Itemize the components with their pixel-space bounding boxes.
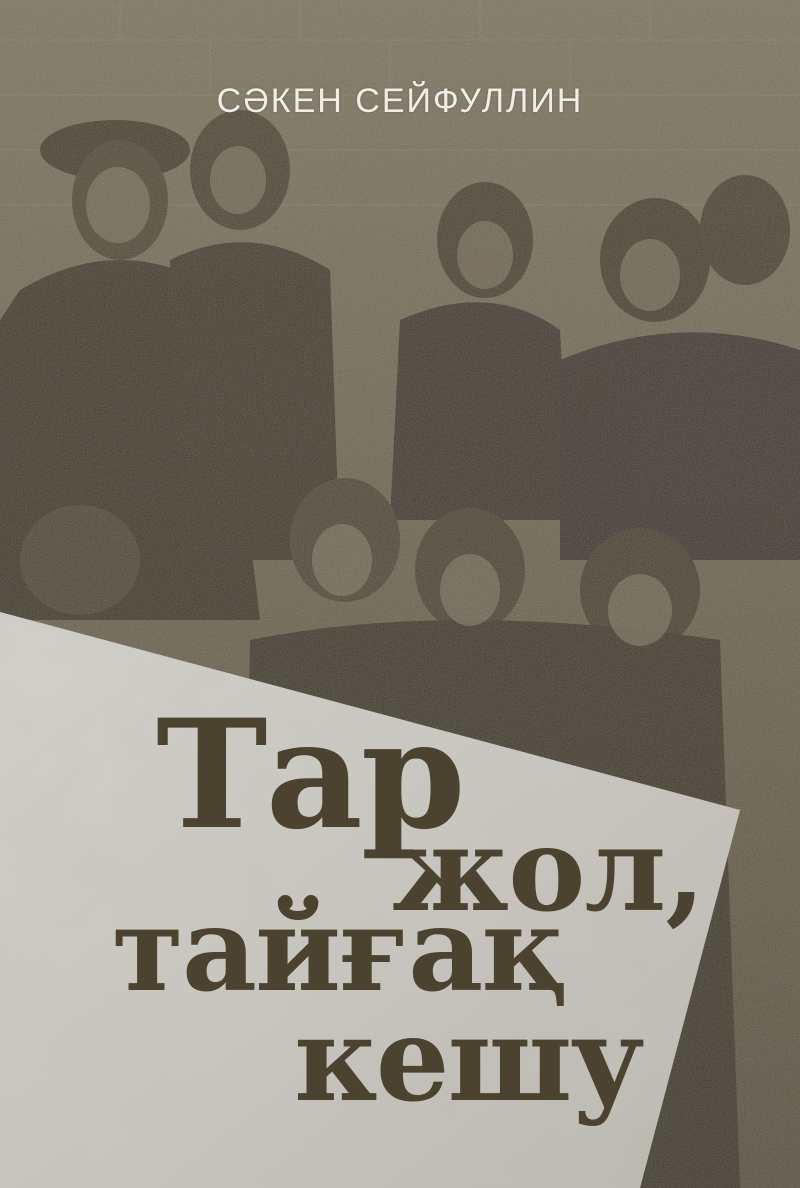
title-line-4: кешу [294, 992, 643, 1128]
author-name: СӘКЕН СЕЙФУЛЛИН [216, 82, 584, 120]
title-line-3: тайғақ [112, 882, 566, 1018]
title-line-1: Тар [156, 687, 464, 863]
title-line-2: жол, [392, 802, 705, 938]
